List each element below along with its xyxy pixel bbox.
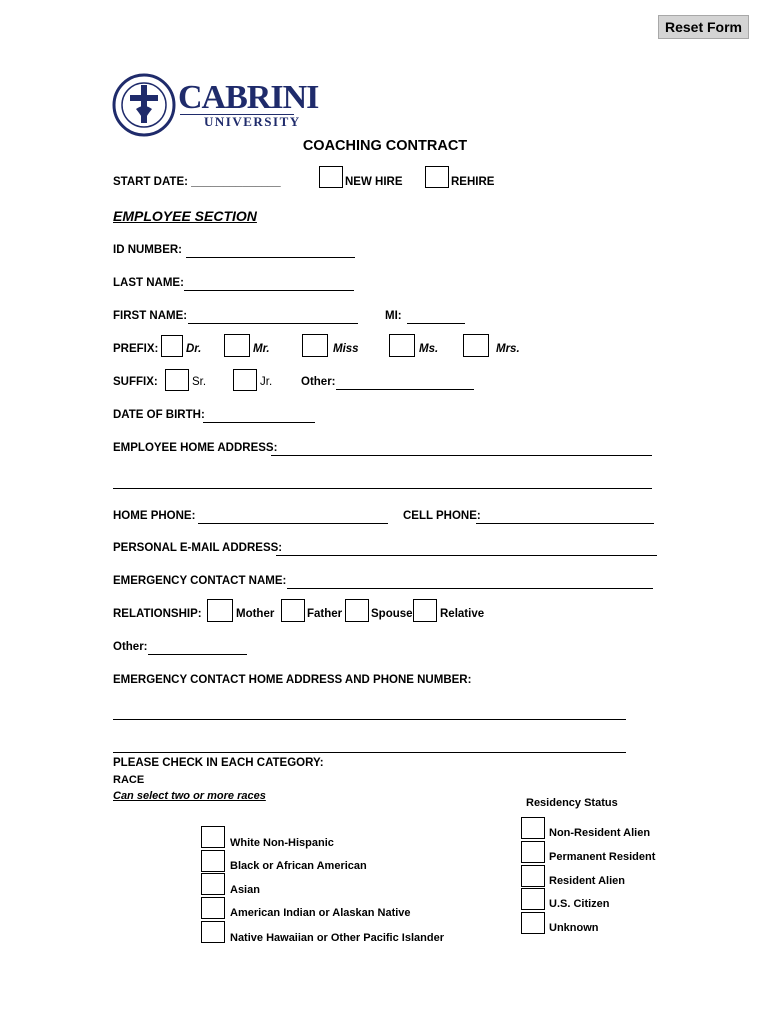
race-asian-checkbox[interactable] [201,873,225,895]
race-note: Can select two or more races [113,790,266,802]
suffix-sr-label: Sr. [192,376,207,388]
prefix-mrs-label: Mrs. [496,343,520,355]
home-address-field-1[interactable] [271,455,652,456]
race-label: RACE [113,774,145,786]
mi-field[interactable] [407,323,465,324]
race-white-label: White Non-Hispanic [230,837,334,849]
suffix-sr-checkbox[interactable] [165,369,189,391]
residency-resident-checkbox[interactable] [521,865,545,887]
rehire-label: REHIRE [451,176,495,188]
home-phone-field[interactable] [198,523,388,524]
race-hawaiian-label: Native Hawaiian or Other Pacific Islander [230,932,444,944]
race-black-label: Black or African American [230,860,367,872]
race-american-indian-checkbox[interactable] [201,897,225,919]
relationship-father-label: Father [307,608,343,620]
prefix-mr-checkbox[interactable] [224,334,250,357]
residency-unknown-checkbox[interactable] [521,912,545,934]
first-name-field[interactable] [188,323,358,324]
suffix-other-field[interactable] [336,389,474,390]
race-asian-label: Asian [230,884,260,896]
category-heading: PLEASE CHECK IN EACH CATEGORY: [113,757,324,769]
relationship-mother-checkbox[interactable] [207,599,233,622]
residency-non-resident-checkbox[interactable] [521,817,545,839]
relationship-other-label: Other: [113,641,148,653]
residency-non-resident-label: Non-Resident Alien [549,827,651,839]
mi-label: MI: [385,310,402,322]
relationship-mother-label: Mother [236,608,275,620]
prefix-mrs-checkbox[interactable] [463,334,489,357]
race-american-indian-label: American Indian or Alaskan Native [230,907,411,919]
prefix-miss-label: Miss [333,343,359,355]
logo-wordmark: CABRINI [178,79,319,116]
prefix-miss-checkbox[interactable] [302,334,328,357]
new-hire-checkbox[interactable] [319,166,343,188]
residency-permanent-label: Permanent Resident [549,851,656,863]
relationship-relative-checkbox[interactable] [413,599,437,622]
home-address-label: EMPLOYEE HOME ADDRESS: [113,442,278,454]
residency-resident-label: Resident Alien [549,875,625,887]
home-address-field-2[interactable] [113,488,652,489]
logo-divider [180,114,294,115]
prefix-dr-checkbox[interactable] [161,335,183,357]
email-field[interactable] [276,555,657,556]
cell-phone-field[interactable] [476,523,654,524]
cell-phone-label: CELL PHONE: [403,510,481,522]
prefix-ms-checkbox[interactable] [389,334,415,357]
residency-unknown-label: Unknown [549,922,599,934]
relationship-label: RELATIONSHIP: [113,608,202,620]
residency-permanent-checkbox[interactable] [521,841,545,863]
new-hire-label: NEW HIRE [345,176,403,188]
employee-section-heading: EMPLOYEE SECTION [113,208,257,224]
dob-label: DATE OF BIRTH: [113,409,205,421]
last-name-field[interactable] [184,290,354,291]
relationship-relative-label: Relative [440,608,485,620]
residency-citizen-checkbox[interactable] [521,888,545,910]
relationship-spouse-label: Spouse [371,608,413,620]
prefix-mr-label: Mr. [253,343,270,355]
prefix-dr-label: Dr. [186,343,202,355]
race-hawaiian-checkbox[interactable] [201,921,225,943]
logo-subtitle: UNIVERSITY [204,114,301,129]
emergency-name-label: EMERGENCY CONTACT NAME: [113,575,287,587]
suffix-other-label: Other: [301,376,336,388]
relationship-father-checkbox[interactable] [281,599,305,622]
race-black-checkbox[interactable] [201,850,225,872]
email-label: PERSONAL E-MAIL ADDRESS: [113,542,283,554]
id-number-label: ID NUMBER: [113,244,182,256]
prefix-label: PREFIX: [113,343,159,355]
rehire-checkbox[interactable] [425,166,449,188]
suffix-jr-checkbox[interactable] [233,369,257,391]
residency-citizen-label: U.S. Citizen [549,898,610,910]
prefix-ms-label: Ms. [419,343,439,355]
university-seal-icon [112,73,176,137]
reset-form-button[interactable]: Reset Form [658,15,749,39]
home-phone-label: HOME PHONE: [113,510,196,522]
suffix-jr-label: Jr. [260,376,273,388]
relationship-other-field[interactable] [148,654,247,655]
emergency-name-field[interactable] [287,588,653,589]
relationship-spouse-checkbox[interactable] [345,599,369,622]
dob-field[interactable] [203,422,315,423]
last-name-label: LAST NAME: [113,277,184,289]
emergency-address-label: EMERGENCY CONTACT HOME ADDRESS AND PHONE NUMBER: [113,674,472,686]
id-number-field[interactable] [186,257,355,258]
emergency-address-field-2[interactable] [113,752,626,753]
first-name-label: FIRST NAME: [113,310,188,322]
race-white-checkbox[interactable] [201,826,225,848]
suffix-label: SUFFIX: [113,376,158,388]
page-title: COACHING CONTRACT [302,138,468,154]
emergency-address-field-1[interactable] [113,719,626,720]
residency-label: Residency Status [526,797,618,809]
start-date-label[interactable]: START DATE: ______________ [113,176,281,188]
